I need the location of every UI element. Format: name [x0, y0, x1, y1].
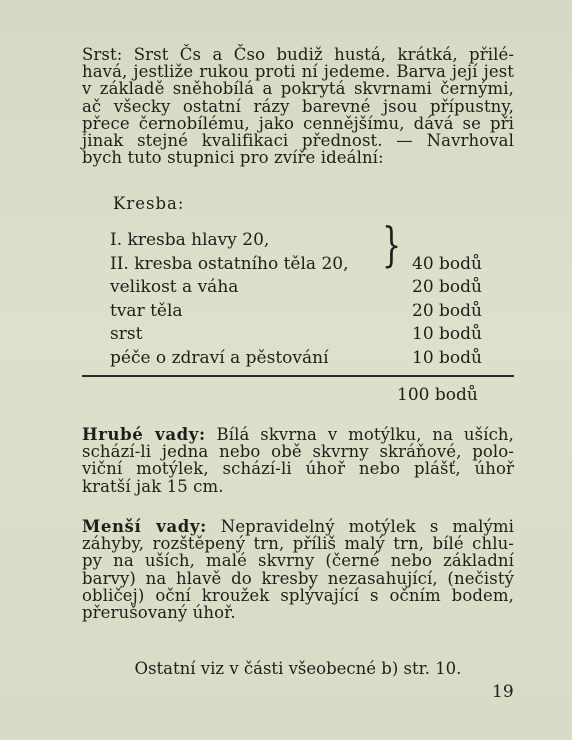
- score-value: 20 bodů: [412, 300, 482, 321]
- sum-rule: [82, 375, 514, 377]
- paragraph-line: viční motýlek, schází-li úhoř nebo plášť, úhoř: [82, 459, 514, 479]
- paragraph-line: obličej) oční kroužek splývající s očním bodem,: [82, 585, 514, 605]
- paragraph-line: kratší jak 15 cm.: [82, 476, 224, 496]
- paragraph-line: přece černobílému, jako cennějšímu, dává se při: [82, 113, 514, 133]
- paragraph-line: bych tuto stupnici pro zvíře ideální:: [82, 148, 384, 168]
- score-value: 20 bodů: [412, 277, 482, 298]
- score-row: [110, 348, 490, 372]
- paragraph-line: schází-li jedna nebo obě skvrny skráňové, polo-: [82, 442, 514, 462]
- srst-paragraph: [82, 46, 514, 166]
- paragraph-line: v základě sněhobílá a pokrytá skvrnami černými,: [82, 79, 514, 99]
- paragraph-line: přerušovaný úhoř.: [82, 603, 236, 623]
- score-item: tvar těla: [110, 300, 183, 321]
- total-score: 100 bodů: [397, 385, 478, 405]
- paragraph-line: barvy) na hlavě do kresby nezasahující, (nečistý: [82, 568, 514, 588]
- mensi-vady-label: Menší vady:: [82, 517, 207, 536]
- paragraph-line: havá, jestliže rukou proti ní jedeme. Barva její jest: [82, 62, 514, 82]
- score-row: [110, 324, 490, 348]
- paragraph-line: záhyby, rozštěpený trn, příliš malý trn, bílé chlu-: [82, 534, 514, 554]
- mensi-vady-paragraph: [82, 518, 514, 621]
- kresba-heading: Kresba:: [113, 194, 185, 213]
- brace-glyph: }: [382, 219, 402, 274]
- score-item: srst: [110, 324, 143, 345]
- score-row: [110, 277, 490, 301]
- hrube-vady-paragraph: [82, 426, 514, 495]
- score-item: velikost a váha: [110, 277, 239, 298]
- score-value: 10 bodů: [412, 324, 482, 345]
- footer-note: Ostatní viz v části všeobecné b) str. 10.: [134, 659, 462, 678]
- paragraph-line: Menší vady: Nepravidelný motýlek s malými: [82, 517, 514, 536]
- paragraph-line: ač všecky ostatní rázy barevné jsou přípustny,: [82, 96, 514, 116]
- score-item: I. kresba hlavy 20,: [110, 230, 270, 250]
- score-row: [110, 301, 490, 325]
- score-item: II. kresba ostatního těla 20,: [110, 253, 349, 274]
- hrube-vady-label: Hrubé vady:: [82, 425, 206, 444]
- paragraph-line: jinak stejné kvalifikaci přednost. — Navrhoval: [82, 131, 514, 151]
- page-number: 19: [492, 682, 514, 702]
- score-item: péče o zdraví a pěstování: [110, 347, 329, 368]
- score-value: 40 bodů: [412, 253, 482, 274]
- score-value: 10 bodů: [412, 347, 482, 368]
- score-table: [110, 219, 490, 372]
- paragraph-line: Srst: Srst Čs a Čso budiž hustá, krátká, přilé-: [82, 45, 514, 64]
- paragraph-line: py na uších, malé skvrny (černé nebo základní: [82, 551, 514, 571]
- paragraph-line: Hrubé vady: Bílá skvrna v motýlku, na uších,: [82, 425, 515, 444]
- score-row: [110, 254, 490, 278]
